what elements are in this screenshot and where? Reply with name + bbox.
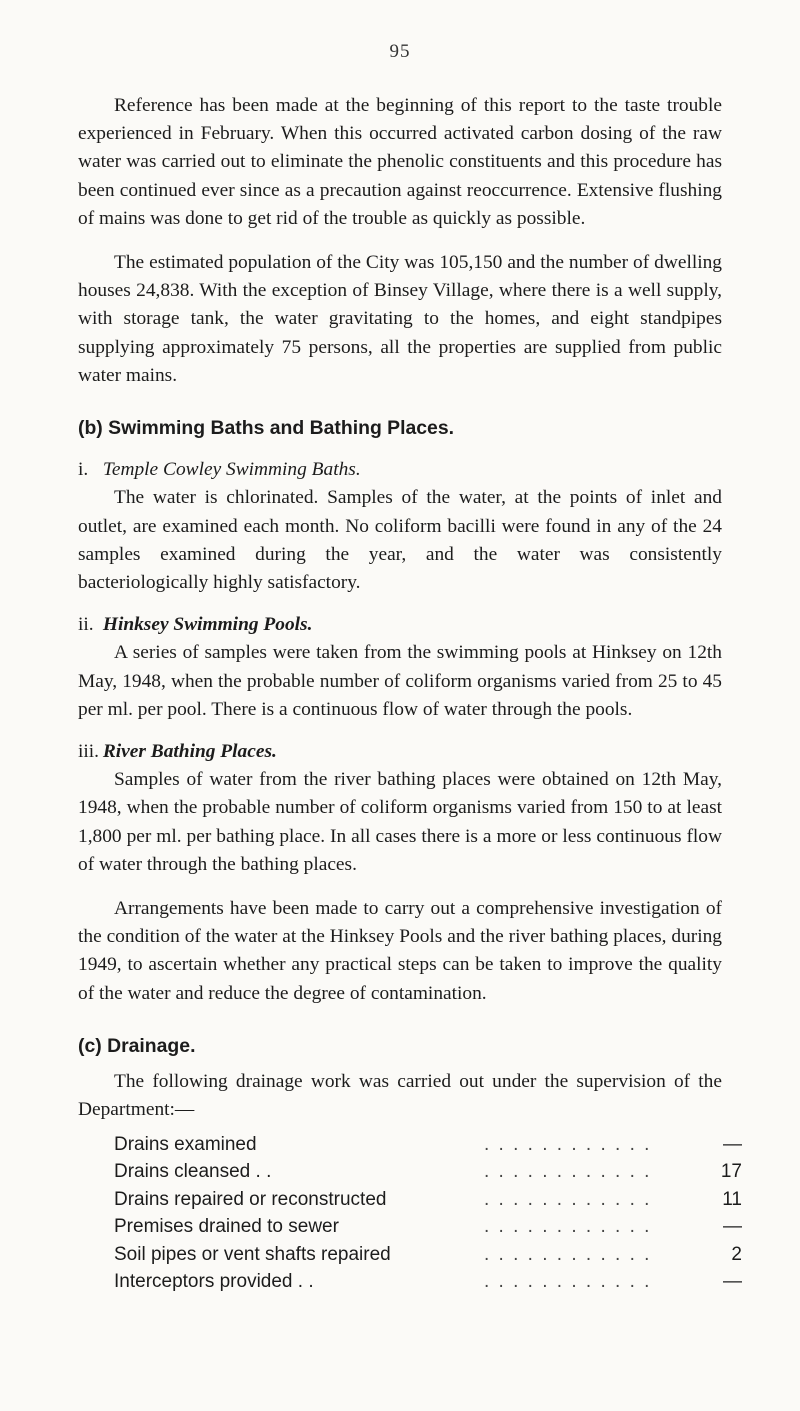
leader-dots: . . . . . . . . . . . . <box>484 1133 652 1155</box>
paragraph-drainage-intro: The following drainage work was carried out under the supervision of the Department:— <box>78 1071 722 1121</box>
paragraph-hinksey: A series of samples were taken from the swimming pools at Hinksey on 12th May, 1948, when the probable number of coliform organisms varied from 25 to 45 per ml. per pool. There is a continuous flow of water through the pools. <box>78 642 722 720</box>
subheading-river-bathing <box>78 738 722 766</box>
leader-dots: . . . . . . . . . . . . <box>484 1188 652 1210</box>
work-count: 11 <box>722 1188 742 1210</box>
subheading-number: iii. <box>78 741 100 763</box>
subheading-hinksey <box>78 611 722 639</box>
list-item <box>114 1158 742 1186</box>
leader-dots: . . . . . . . . . . . . <box>484 1161 652 1183</box>
paragraph-temple-cowley: The water is chlorinated. Samples of the water, at the points of inlet and outlet, are examined each month. No coliform bacilli were found in any of the 24 samples examined during the year, and the water was consistently bacteriologically highly satisfactory. <box>78 487 722 594</box>
subheading-title: Temple Cowley Swimming Baths. <box>102 459 361 481</box>
drainage-work-list <box>114 1131 742 1297</box>
paragraph-taste-trouble: Reference has been made at the beginning of this report to the taste trouble experienced in February. When this occurred activated carbon dosing of the raw water was carried out to eliminate the phenolic constituents and this procedure has been continued ever since as a precaution against reoccurrence. Extensive flushing of mains was done to get rid of the trouble as quickly as possible. <box>78 95 722 229</box>
work-count: 17 <box>720 1161 742 1183</box>
paragraph-river-bathing: Samples of water from the river bathing places were obtained on 12th May, 1948, when the probable number of coliform organisms varied from 150 to at least 1,800 per ml. per bathing place. In all cases there is a more or less continuous flow of water through the bathing places. <box>78 769 722 875</box>
work-label: Drains cleansed . . <box>114 1161 272 1183</box>
work-count: — <box>723 1133 742 1155</box>
paragraph-arrangements: Arrangements have been made to carry out a comprehensive investigation of the condition of the water at the Hinksey Pools and the river bathing places, during 1949, to ascertain whether any practical steps can be taken to improve the quality of the water and reduce the degree of contamination. <box>78 898 722 1004</box>
work-label: Interceptors provided . . <box>114 1271 314 1293</box>
subheading-number: i. <box>78 459 89 481</box>
list-item <box>114 1186 742 1214</box>
paragraph-population: The estimated population of the City was 105,150 and the number of dwelling houses 24,838. With the exception of Binsey Village, where there is a well supply, with storage tank, the water gravitating to the homes, and eight standpipes supplying approximately 75 persons, all the properties are supplied from public water mains. <box>78 252 722 386</box>
work-count: 2 <box>731 1243 742 1265</box>
list-item <box>114 1213 742 1241</box>
subheading-title: River Bathing Places. <box>102 741 277 763</box>
leader-dots: . . . . . . . . . . . . <box>484 1271 652 1293</box>
list-item <box>114 1131 742 1159</box>
work-label: Drains repaired or reconstructed <box>114 1188 387 1210</box>
work-label: Soil pipes or vent shafts repaired <box>114 1243 391 1265</box>
work-label: Premises drained to sewer <box>114 1216 339 1238</box>
work-count: — <box>723 1271 742 1293</box>
work-label: Drains examined <box>114 1133 257 1155</box>
subheading-temple-cowley <box>78 456 722 484</box>
document-body <box>78 92 742 1296</box>
list-item <box>114 1241 742 1269</box>
list-item <box>114 1268 742 1296</box>
subheading-title: Hinksey Swimming Pools. <box>102 614 313 636</box>
page-number: 95 <box>389 41 411 62</box>
subheading-number: ii. <box>78 614 94 636</box>
heading-swimming-baths: (b) Swimming Baths and Bathing Places. <box>78 417 455 440</box>
heading-drainage: (c) Drainage. <box>78 1034 196 1057</box>
leader-dots: . . . . . . . . . . . . <box>484 1216 652 1238</box>
leader-dots: . . . . . . . . . . . . <box>484 1243 652 1265</box>
work-count: — <box>723 1216 742 1238</box>
